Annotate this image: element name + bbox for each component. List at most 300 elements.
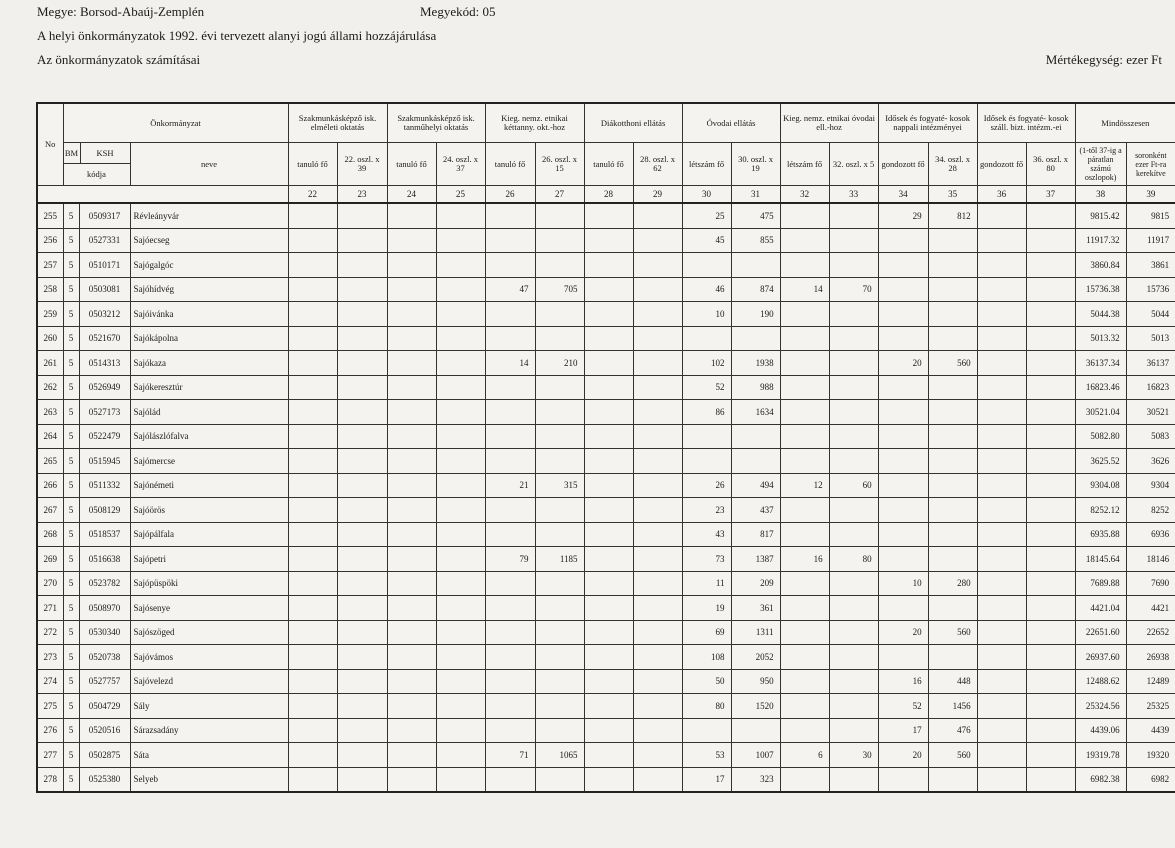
value-cell: 43 — [682, 522, 731, 547]
column-number: 36 — [977, 186, 1026, 204]
value-cell — [535, 400, 584, 425]
ksh-code-cell: 0521670 — [79, 326, 130, 351]
group-header: Mindösszesen — [1075, 103, 1175, 143]
ksh-code-cell: 0530340 — [79, 620, 130, 645]
unit-label: Mértékegység: ezer Ft — [1045, 52, 1162, 67]
value-cell: 817 — [731, 522, 780, 547]
value-cell: 60 — [829, 473, 878, 498]
municipality-name-cell: Sajóhídvég — [130, 277, 288, 302]
value-cell: 7690 — [1126, 571, 1175, 596]
col-kodja-header: kódja — [87, 169, 106, 179]
value-cell — [485, 596, 535, 621]
value-cell: 560 — [928, 743, 977, 768]
value-cell — [1026, 669, 1075, 694]
value-cell — [682, 326, 731, 351]
value-cell — [1026, 277, 1075, 302]
value-cell — [485, 302, 535, 327]
value-cell — [829, 620, 878, 645]
value-cell: 108 — [682, 645, 731, 670]
value-cell — [387, 424, 436, 449]
value-cell: 1065 — [535, 743, 584, 768]
row-number-cell: 263 — [37, 400, 63, 425]
value-cell — [485, 449, 535, 474]
value-cell: 5044.38 — [1075, 302, 1126, 327]
value-cell: 494 — [731, 473, 780, 498]
value-cell — [780, 596, 829, 621]
value-cell: 15736.38 — [1075, 277, 1126, 302]
value-cell — [928, 400, 977, 425]
value-cell — [633, 424, 682, 449]
sub-header: gondozott fő — [977, 143, 1026, 186]
value-cell — [584, 326, 633, 351]
value-cell — [977, 203, 1026, 228]
value-cell: 9304.08 — [1075, 473, 1126, 498]
value-cell: 16823.46 — [1075, 375, 1126, 400]
table-row — [37, 669, 1175, 694]
value-cell: 209 — [731, 571, 780, 596]
value-cell — [288, 645, 337, 670]
value-cell — [977, 473, 1026, 498]
ksh-code-cell: 0523782 — [79, 571, 130, 596]
value-cell — [436, 743, 485, 768]
value-cell — [584, 351, 633, 376]
value-cell — [1026, 620, 1075, 645]
municipality-name-cell: Sajóivánka — [130, 302, 288, 327]
value-cell — [731, 718, 780, 743]
municipality-name-cell: Sály — [130, 694, 288, 719]
municipality-name-cell: Sajókaza — [130, 351, 288, 376]
value-cell: 12488.62 — [1075, 669, 1126, 694]
table-row — [37, 645, 1175, 670]
sub-header: létszám fő — [682, 143, 731, 186]
value-cell — [878, 277, 928, 302]
group-header: Szakmunkásképző isk. tanműhelyi oktatás — [387, 103, 485, 143]
municipality-name-cell: Sajóecseg — [130, 228, 288, 253]
bm-code-cell: 5 — [63, 351, 79, 376]
value-cell — [731, 326, 780, 351]
table-row — [37, 596, 1175, 621]
municipality-name-cell: Sajólászlófalva — [130, 424, 288, 449]
value-cell — [387, 400, 436, 425]
value-cell: 14 — [780, 277, 829, 302]
value-cell — [485, 253, 535, 278]
value-cell: 315 — [535, 473, 584, 498]
value-cell — [1026, 449, 1075, 474]
value-cell — [780, 694, 829, 719]
value-cell — [485, 522, 535, 547]
row-number-cell: 278 — [37, 767, 63, 792]
value-cell — [337, 351, 387, 376]
value-cell — [337, 203, 387, 228]
table-row — [37, 571, 1175, 596]
municipality-name-cell: Sajókeresztúr — [130, 375, 288, 400]
table-row — [37, 326, 1175, 351]
value-cell — [436, 498, 485, 523]
value-cell — [535, 424, 584, 449]
bm-code-cell: 5 — [63, 669, 79, 694]
value-cell — [387, 743, 436, 768]
row-number-cell: 277 — [37, 743, 63, 768]
value-cell: 6982 — [1126, 767, 1175, 792]
value-cell: 52 — [878, 694, 928, 719]
value-cell — [829, 351, 878, 376]
value-cell — [337, 498, 387, 523]
value-cell — [780, 351, 829, 376]
municipality-name-cell: Sajószöged — [130, 620, 288, 645]
ksh-code-cell: 0525380 — [79, 767, 130, 792]
value-cell: 8252.12 — [1075, 498, 1126, 523]
value-cell — [878, 302, 928, 327]
value-cell: 560 — [928, 620, 977, 645]
value-cell — [928, 645, 977, 670]
value-cell — [584, 767, 633, 792]
value-cell: 30521 — [1126, 400, 1175, 425]
municipality-name-cell: Sáta — [130, 743, 288, 768]
value-cell: 1456 — [928, 694, 977, 719]
sub-header: gondozott fő — [878, 143, 928, 186]
value-cell — [535, 302, 584, 327]
value-cell — [436, 449, 485, 474]
value-cell — [535, 596, 584, 621]
value-cell: 1634 — [731, 400, 780, 425]
value-cell: 79 — [485, 547, 535, 572]
value-cell: 19 — [682, 596, 731, 621]
bm-code-cell: 5 — [63, 302, 79, 327]
value-cell — [436, 351, 485, 376]
value-cell — [584, 449, 633, 474]
ksh-code-cell: 0504729 — [79, 694, 130, 719]
value-cell: 2052 — [731, 645, 780, 670]
column-number: 35 — [928, 186, 977, 204]
value-cell — [485, 375, 535, 400]
table-row — [37, 400, 1175, 425]
table-body — [37, 203, 1175, 792]
value-cell: 11 — [682, 571, 731, 596]
value-cell — [977, 571, 1026, 596]
value-cell — [829, 326, 878, 351]
value-cell: 4439.06 — [1075, 718, 1126, 743]
value-cell: 3860.84 — [1075, 253, 1126, 278]
value-cell — [1026, 498, 1075, 523]
value-cell: 437 — [731, 498, 780, 523]
table-row — [37, 498, 1175, 523]
row-number-cell: 261 — [37, 351, 63, 376]
ksh-code-cell: 0527173 — [79, 400, 130, 425]
row-number-cell: 273 — [37, 645, 63, 670]
column-number: 25 — [436, 186, 485, 204]
value-cell — [1026, 473, 1075, 498]
column-number: 31 — [731, 186, 780, 204]
ksh-code-cell: 0526949 — [79, 375, 130, 400]
column-number: 28 — [584, 186, 633, 204]
value-cell — [977, 522, 1026, 547]
column-number: 32 — [780, 186, 829, 204]
value-cell — [829, 203, 878, 228]
value-cell — [288, 669, 337, 694]
value-cell — [337, 424, 387, 449]
bm-code-cell: 5 — [63, 547, 79, 572]
row-number-cell: 271 — [37, 596, 63, 621]
value-cell: 21 — [485, 473, 535, 498]
value-cell — [829, 302, 878, 327]
sub-header: tanuló fő — [485, 143, 535, 186]
value-cell — [928, 767, 977, 792]
column-number: 27 — [535, 186, 584, 204]
bm-code-cell: 5 — [63, 203, 79, 228]
value-cell: 4421.04 — [1075, 596, 1126, 621]
column-number: 30 — [682, 186, 731, 204]
table-row — [37, 424, 1175, 449]
value-cell — [387, 767, 436, 792]
value-cell: 280 — [928, 571, 977, 596]
value-cell: 22652 — [1126, 620, 1175, 645]
value-cell: 705 — [535, 277, 584, 302]
value-cell — [535, 326, 584, 351]
value-cell — [288, 718, 337, 743]
value-cell: 22651.60 — [1075, 620, 1126, 645]
bm-code-cell: 5 — [63, 449, 79, 474]
value-cell: 11917.32 — [1075, 228, 1126, 253]
col-bm-header: BM — [64, 143, 81, 163]
table-row — [37, 694, 1175, 719]
table-row — [37, 767, 1175, 792]
value-cell — [584, 547, 633, 572]
value-cell — [878, 326, 928, 351]
value-cell — [878, 424, 928, 449]
table-row — [37, 228, 1175, 253]
sub-header: 28. oszl. x 62 — [633, 143, 682, 186]
value-cell — [436, 596, 485, 621]
value-cell: 16823 — [1126, 375, 1175, 400]
value-cell — [436, 424, 485, 449]
value-cell: 15736 — [1126, 277, 1175, 302]
value-cell — [731, 253, 780, 278]
value-cell: 19320 — [1126, 743, 1175, 768]
value-cell — [337, 228, 387, 253]
value-cell — [387, 253, 436, 278]
ksh-code-cell: 0516638 — [79, 547, 130, 572]
value-cell — [288, 498, 337, 523]
ksh-code-cell: 0511332 — [79, 473, 130, 498]
table-row — [37, 473, 1175, 498]
value-cell — [337, 400, 387, 425]
value-cell — [288, 743, 337, 768]
value-cell — [436, 302, 485, 327]
value-cell — [731, 449, 780, 474]
ksh-code-cell: 0508970 — [79, 596, 130, 621]
value-cell — [633, 743, 682, 768]
value-cell — [829, 694, 878, 719]
value-cell: 47 — [485, 277, 535, 302]
value-cell: 26 — [682, 473, 731, 498]
column-number: 29 — [633, 186, 682, 204]
value-cell: 10 — [878, 571, 928, 596]
value-cell — [337, 620, 387, 645]
value-cell: 323 — [731, 767, 780, 792]
value-cell — [633, 620, 682, 645]
value-cell — [387, 669, 436, 694]
value-cell: 53 — [682, 743, 731, 768]
ksh-code-cell: 0503081 — [79, 277, 130, 302]
value-cell — [633, 547, 682, 572]
value-cell — [436, 277, 485, 302]
value-cell — [436, 767, 485, 792]
value-cell — [928, 375, 977, 400]
bm-code-cell: 5 — [63, 473, 79, 498]
value-cell — [584, 277, 633, 302]
value-cell: 102 — [682, 351, 731, 376]
municipality-name-cell: Sajóvámos — [130, 645, 288, 670]
value-cell — [436, 253, 485, 278]
sub-header: létszám fő — [780, 143, 829, 186]
value-cell — [288, 277, 337, 302]
value-cell — [977, 449, 1026, 474]
value-cell — [1026, 522, 1075, 547]
municipality-name-cell: Sárazsadány — [130, 718, 288, 743]
value-cell — [928, 228, 977, 253]
value-cell: 3861 — [1126, 253, 1175, 278]
value-cell — [288, 767, 337, 792]
value-cell — [485, 400, 535, 425]
value-cell — [633, 228, 682, 253]
ksh-code-cell: 0520516 — [79, 718, 130, 743]
value-cell — [633, 669, 682, 694]
value-cell: 4421 — [1126, 596, 1175, 621]
ksh-code-cell: 0510171 — [79, 253, 130, 278]
value-cell — [731, 424, 780, 449]
value-cell — [633, 375, 682, 400]
value-cell — [878, 522, 928, 547]
value-cell — [288, 375, 337, 400]
value-cell — [780, 718, 829, 743]
value-cell — [878, 253, 928, 278]
value-cell — [977, 351, 1026, 376]
value-cell: 4439 — [1126, 718, 1175, 743]
value-cell: 7689.88 — [1075, 571, 1126, 596]
sub-header: soronként ezer Ft-ra kerekítve — [1126, 143, 1175, 186]
bm-code-cell: 5 — [63, 620, 79, 645]
value-cell — [829, 669, 878, 694]
value-cell — [584, 473, 633, 498]
bm-code-cell: 5 — [63, 498, 79, 523]
value-cell: 45 — [682, 228, 731, 253]
col-onkormanyzat-header: Önkormányzat — [63, 103, 288, 143]
value-cell — [337, 522, 387, 547]
value-cell — [977, 253, 1026, 278]
value-cell — [928, 326, 977, 351]
value-cell — [584, 645, 633, 670]
value-cell: 9815.42 — [1075, 203, 1126, 228]
value-cell — [928, 449, 977, 474]
column-number: 34 — [878, 186, 928, 204]
group-header: Kieg. nemz. etnikai óvodai ell.-hoz — [780, 103, 878, 143]
table-row — [37, 375, 1175, 400]
value-cell: 18145.64 — [1075, 547, 1126, 572]
value-cell — [337, 571, 387, 596]
value-cell — [387, 547, 436, 572]
value-cell: 16 — [878, 669, 928, 694]
value-cell — [288, 203, 337, 228]
sub-header: 26. oszl. x 15 — [535, 143, 584, 186]
value-cell — [928, 424, 977, 449]
value-cell — [829, 645, 878, 670]
value-cell — [288, 351, 337, 376]
bm-code-cell: 5 — [63, 694, 79, 719]
bm-code-cell: 5 — [63, 326, 79, 351]
sub-header: 22. oszl. x 39 — [337, 143, 387, 186]
table-row — [37, 277, 1175, 302]
col-no-header: No — [37, 103, 63, 186]
value-cell — [928, 302, 977, 327]
value-cell — [584, 375, 633, 400]
value-cell: 6 — [780, 743, 829, 768]
value-cell — [977, 424, 1026, 449]
value-cell — [780, 498, 829, 523]
value-cell — [878, 400, 928, 425]
value-cell — [1026, 253, 1075, 278]
bm-code-cell: 5 — [63, 522, 79, 547]
row-number-cell: 275 — [37, 694, 63, 719]
value-cell — [535, 718, 584, 743]
sub-header: 24. oszl. x 37 — [436, 143, 485, 186]
value-cell: 475 — [731, 203, 780, 228]
value-cell: 18146 — [1126, 547, 1175, 572]
table-row — [37, 302, 1175, 327]
value-cell: 30 — [829, 743, 878, 768]
value-cell — [535, 620, 584, 645]
value-cell — [1026, 743, 1075, 768]
row-number-cell: 258 — [37, 277, 63, 302]
bm-code-cell: 5 — [63, 424, 79, 449]
ksh-code-cell: 0515945 — [79, 449, 130, 474]
value-cell — [633, 522, 682, 547]
value-cell — [1026, 694, 1075, 719]
value-cell — [436, 400, 485, 425]
value-cell: 80 — [682, 694, 731, 719]
value-cell: 855 — [731, 228, 780, 253]
value-cell: 69 — [682, 620, 731, 645]
value-cell — [633, 449, 682, 474]
value-cell — [288, 522, 337, 547]
value-cell — [337, 449, 387, 474]
value-cell — [633, 718, 682, 743]
value-cell — [288, 253, 337, 278]
value-cell — [584, 253, 633, 278]
value-cell: 5044 — [1126, 302, 1175, 327]
bm-code-cell: 5 — [63, 253, 79, 278]
value-cell — [633, 277, 682, 302]
value-cell: 36137.34 — [1075, 351, 1126, 376]
value-cell — [485, 767, 535, 792]
value-cell — [535, 449, 584, 474]
sub-header: 36. oszl. x 80 — [1026, 143, 1075, 186]
value-cell — [829, 596, 878, 621]
data-table — [36, 102, 1175, 793]
value-cell — [387, 351, 436, 376]
value-cell: 210 — [535, 351, 584, 376]
value-cell — [829, 718, 878, 743]
ksh-code-cell: 0518537 — [79, 522, 130, 547]
value-cell — [337, 253, 387, 278]
value-cell — [633, 694, 682, 719]
ksh-code-cell: 0522479 — [79, 424, 130, 449]
value-cell — [387, 694, 436, 719]
value-cell — [1026, 228, 1075, 253]
value-cell: 11917 — [1126, 228, 1175, 253]
value-cell — [633, 645, 682, 670]
value-cell: 71 — [485, 743, 535, 768]
value-cell — [288, 228, 337, 253]
